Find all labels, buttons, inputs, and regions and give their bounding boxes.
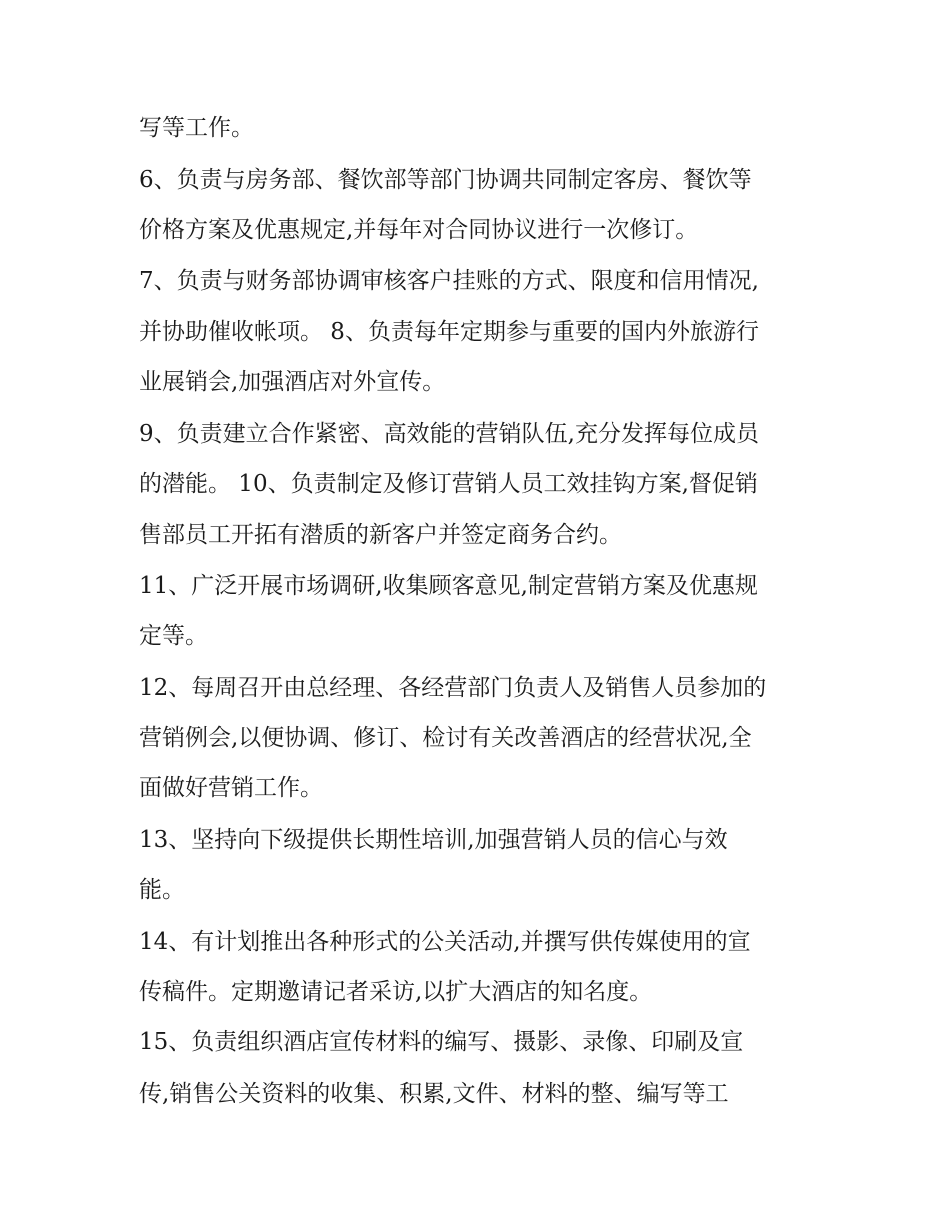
text-line: 价格方案及优惠规定,并每年对合同协议进行一次修订。 (139, 217, 699, 243)
text-line: 15、负责组织酒店宣传材料的编写、摄影、录像、印刷及宣 (139, 1029, 744, 1055)
text-line: 14、有计划推出各种形式的公关活动,并撰写供传媒使用的宣 (139, 929, 751, 955)
text-line: 定等。 (139, 623, 208, 649)
text-line: 11、广泛开展市场调研,收集顾客意见,制定营销方案及优惠规 (139, 573, 758, 599)
text-line: 能。 (139, 877, 185, 903)
text-line: 的潜能。 10、负责制定及修订营销人员工效挂钩方案,督促销 (139, 471, 758, 497)
text-line: 业展销会,加强酒店对外宣传。 (139, 369, 446, 395)
text-line: 传,销售公关资料的收集、积累,文件、材料的整、编写等工 (139, 1081, 729, 1107)
text-line: 传稿件。定期邀请记者采访,以扩大酒店的知名度。 (139, 979, 653, 1005)
text-line: 9、负责建立合作紧密、高效能的营销队伍,充分发挥每位成员 (139, 421, 759, 447)
text-line: 13、坚持向下级提供长期性培训,加强营销人员的信心与效 (139, 827, 728, 853)
text-line: 并协助催收帐项。 8、负责每年定期参与重要的国内外旅游行 (139, 319, 759, 345)
text-line: 营销例会,以便协调、修订、检讨有关改善酒店的经营状况,全 (139, 725, 752, 751)
text-line: 7、负责与财务部协调审核客户挂账的方式、限度和信用情况, (139, 268, 759, 294)
text-line: 6、负责与房务部、餐饮部等部门协调共同制定客房、餐饮等 (139, 167, 752, 193)
text-line: 售部员工开拓有潜质的新客户并签定商务合约。 (139, 522, 622, 548)
text-line: 写等工作。 (139, 115, 254, 141)
text-line: 面做好营销工作。 (139, 775, 323, 801)
text-line: 12、每周召开由总经理、各经营部门负责人及销售人员参加的 (139, 675, 767, 701)
